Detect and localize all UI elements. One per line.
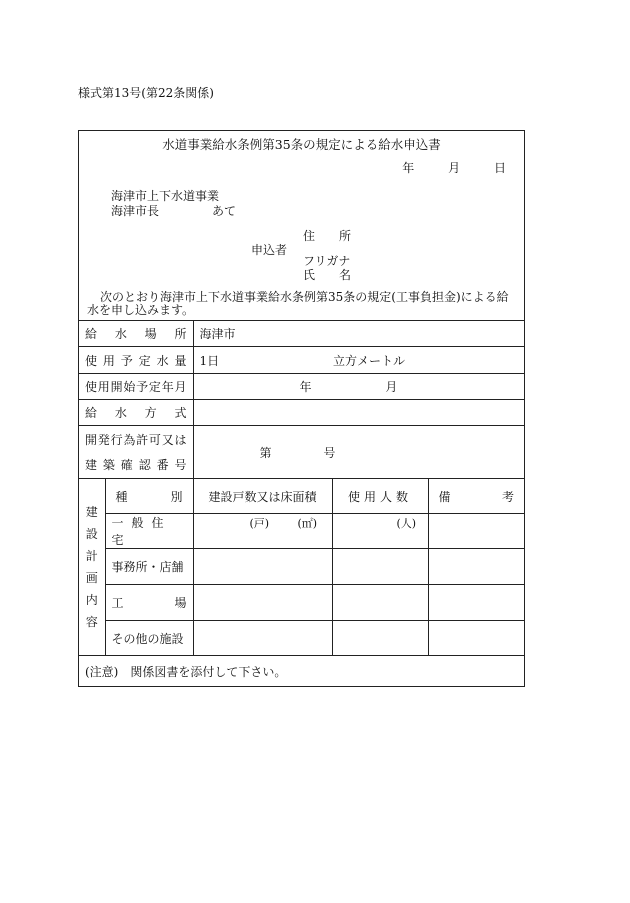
header-type: 種別 <box>105 479 193 514</box>
unit-nin: (人) <box>396 517 417 530</box>
unit-ko: (戸) <box>249 517 270 530</box>
start-value[interactable] <box>193 374 524 400</box>
volume-unit: 立方メートル <box>332 353 405 368</box>
row-location <box>79 321 524 347</box>
form-header <box>79 131 524 320</box>
permit-go: 号 <box>323 445 336 460</box>
plan-row-factory <box>79 585 524 621</box>
note-row <box>79 656 524 687</box>
start-year: 年 <box>299 380 312 394</box>
permit-label-line2: 建築確認番号 <box>85 458 187 472</box>
plan-type-office: 事務所・店舗 <box>105 549 193 585</box>
recipient-line2 <box>111 202 237 219</box>
header-remarks: 備考 <box>428 479 524 514</box>
applicant-address-label: 住 所 <box>303 229 352 243</box>
applicant-furigana-label: フリガナ <box>303 254 351 268</box>
permit-value[interactable] <box>193 426 524 479</box>
plan-remarks-other[interactable] <box>428 621 524 656</box>
plan-units-residential[interactable] <box>193 514 332 549</box>
plan-side-label: 建 設 計 画 内 容 <box>79 479 105 656</box>
plan-units-other[interactable] <box>193 621 332 656</box>
permit-label-line1: 開発行為許可又は <box>85 433 187 447</box>
permit-label <box>79 426 193 479</box>
header-units: 建設戸数又は床面積 <box>193 479 332 514</box>
unit-sqm: (㎡) <box>297 517 318 530</box>
date-field <box>372 159 506 176</box>
application-table <box>79 320 524 686</box>
location-value[interactable]: 海津市 <box>193 321 524 347</box>
note-text: (注意) 関係図書を添付して下さい。 <box>79 656 524 687</box>
application-form <box>78 130 525 687</box>
date-day: 日 <box>493 161 506 175</box>
recipient-suffix: あて <box>212 204 237 218</box>
method-value[interactable] <box>193 400 524 426</box>
plan-people-office[interactable] <box>332 549 428 585</box>
row-start <box>79 374 524 400</box>
plan-people-other[interactable] <box>332 621 428 656</box>
plan-remarks-residential[interactable] <box>428 514 524 549</box>
volume-label: 使用予定水量 <box>79 347 193 374</box>
plan-row-office <box>79 549 524 585</box>
plan-type-factory: 工場 <box>105 585 193 621</box>
plan-units-office[interactable] <box>193 549 332 585</box>
form-number-label: 様式第13号(第22条関係) <box>78 86 214 100</box>
volume-value[interactable] <box>193 347 524 374</box>
permit-dai: 第 <box>259 445 272 460</box>
row-method <box>79 400 524 426</box>
start-label: 使用開始予定年月 <box>79 374 193 400</box>
plan-header-row <box>79 479 524 514</box>
plan-people-residential[interactable] <box>332 514 428 549</box>
plan-people-factory[interactable] <box>332 585 428 621</box>
row-permit <box>79 426 524 479</box>
plan-remarks-factory[interactable] <box>428 585 524 621</box>
start-month: 月 <box>385 380 398 394</box>
method-label: 給水方式 <box>79 400 193 426</box>
plan-units-factory[interactable] <box>193 585 332 621</box>
applicant-name-label: 氏 名 <box>303 268 352 282</box>
plan-type-other: その他の施設 <box>105 621 193 656</box>
plan-row-residential <box>79 514 524 549</box>
date-month: 月 <box>448 161 461 175</box>
form-title: 水道事業給水条例第35条の規定による給水申込書 <box>162 137 441 152</box>
recipient-mayor: 海津市長 <box>111 204 160 218</box>
applicant-label: 申込者 <box>251 243 288 257</box>
plan-type-residential: 一般住宅 <box>105 514 193 549</box>
volume-prefix: 1日 <box>199 353 220 368</box>
plan-remarks-office[interactable] <box>428 549 524 585</box>
application-statement: 次のとおり海津市上下水道事業給水条例第35条の規定(工事負担金)による給水を申し込みます。 <box>87 290 509 317</box>
plan-row-other <box>79 621 524 656</box>
date-year: 年 <box>402 161 415 175</box>
location-label: 給水場所 <box>79 321 193 347</box>
header-people: 使用人数 <box>332 479 428 514</box>
recipient-line1: 海津市上下水道事業 <box>111 189 220 203</box>
row-volume <box>79 347 524 374</box>
